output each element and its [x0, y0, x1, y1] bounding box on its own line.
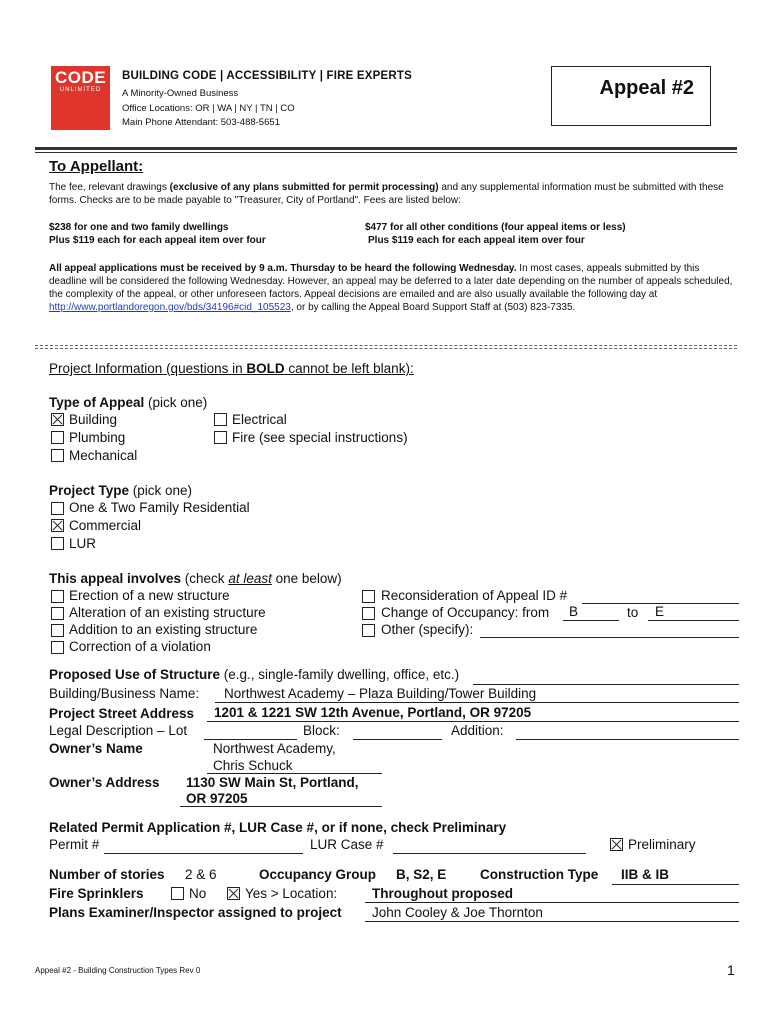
heading-part: (questions in	[162, 361, 247, 376]
sprinkler-location-field[interactable]	[365, 902, 739, 903]
checkbox-commercial[interactable]	[51, 519, 64, 532]
preliminary-label: Preliminary	[628, 837, 696, 852]
owner-name-field[interactable]	[207, 773, 382, 774]
project-type-label	[49, 483, 192, 498]
checkbox-preliminary[interactable]	[610, 838, 623, 851]
owner-name-value-2: Chris Schuck	[213, 758, 293, 773]
option-building: Building	[69, 412, 118, 427]
company-name: BUILDING CODE | ACCESSIBILITY | FIRE EXPERTS	[122, 70, 412, 82]
hint-emphasis: at least	[228, 571, 272, 586]
lot-field[interactable]	[204, 739, 297, 740]
occupancy-group-label: Occupancy Group	[259, 867, 377, 882]
block-field[interactable]	[353, 739, 442, 740]
fee-left-1: $238 for one and two family dwellings	[49, 222, 229, 233]
tagline: A Minority-Owned Business	[122, 88, 239, 99]
intro-paragraph	[49, 181, 739, 207]
checkbox-other[interactable]	[362, 624, 375, 637]
checkbox-sprinklers-no[interactable]	[171, 887, 184, 900]
checkbox-sprinklers-yes[interactable]	[227, 887, 240, 900]
other-specify-field[interactable]	[480, 637, 739, 638]
owner-address-field[interactable]	[180, 806, 382, 807]
option-plumbing: Plumbing	[69, 430, 126, 445]
checkbox-lur[interactable]	[51, 537, 64, 550]
heading-part: Project Information	[49, 361, 163, 376]
sprinklers-no-label: No	[189, 886, 207, 901]
footer-form-id: Appeal #2 - Building Construction Types Rev 0	[35, 966, 201, 975]
option-mechanical: Mechanical	[69, 448, 138, 463]
option-correction: Correction of a violation	[69, 639, 211, 654]
section-divider-2	[35, 348, 737, 349]
hint-text: (check	[181, 571, 229, 586]
main-phone: Main Phone Attendant: 503-488-5651	[122, 117, 280, 128]
related-permit-label: Related Permit Application #, LUR Case #, or if none, check Preliminary	[49, 820, 507, 835]
occupancy-to-label: to	[627, 605, 639, 620]
owner-name-value-1: Northwest Academy,	[213, 741, 336, 756]
logo-subtext: UNLIMITED	[59, 87, 102, 93]
to-appellant-heading: To Appellant:	[49, 158, 144, 175]
occupancy-group-value: B, S2, E	[396, 867, 447, 882]
company-logo	[51, 66, 110, 130]
hint-text: (e.g., single-family dwelling, office, etc.)	[220, 667, 460, 682]
hint-text: (pick one)	[129, 483, 193, 498]
deadline-text: In most cases, appeals submitted by this deadline will be considered the following Wednesday. However, an appeal may be deferred to a later date depending on the number of appeals scheduled, the complexity of the appeal, or other unforeseen factors. Appeal decisions are emailed and are also usually available the following day at	[49, 263, 733, 300]
construction-type-value: IIB & IB	[621, 867, 670, 882]
heading-part-bold: BOLD	[246, 361, 285, 376]
checkbox-building[interactable]	[51, 413, 64, 426]
building-name-value: Northwest Academy – Plaza Building/Tower Building	[224, 686, 537, 701]
checkbox-erection[interactable]	[51, 590, 64, 603]
deadline-paragraph	[49, 262, 739, 314]
option-lur: LUR	[69, 536, 97, 551]
fee-right-2: Plus $119 each for each appeal item over four	[368, 235, 585, 246]
owner-address-value-2: OR 97205	[186, 791, 248, 806]
option-reconsideration: Reconsideration of Appeal ID #	[381, 588, 568, 603]
street-address-field[interactable]	[207, 721, 739, 722]
hint-text: one below)	[271, 571, 342, 586]
plans-examiner-label: Plans Examiner/Inspector assigned to project	[49, 905, 342, 920]
owner-address-label: Owner’s Address	[49, 775, 160, 790]
option-fire: Fire (see special instructions)	[232, 430, 408, 445]
intro-text-end: and any supplemental information must be submitted with these forms. Checks are to be made payable to "Treasurer, City of Portland". Fees are listed below:	[49, 182, 724, 206]
building-name-field[interactable]	[215, 702, 739, 703]
label-text: This appeal involves	[49, 571, 182, 586]
checkbox-plumbing[interactable]	[51, 431, 64, 444]
appeal-title: Appeal #2	[599, 77, 694, 99]
checkbox-alteration[interactable]	[51, 607, 64, 620]
checkbox-fire[interactable]	[214, 431, 227, 444]
lur-case-field[interactable]	[393, 853, 586, 854]
construction-type-label: Construction Type	[480, 867, 599, 882]
logo-text: CODE	[54, 68, 107, 87]
block-label: Block:	[303, 723, 340, 738]
legal-lot-label: Legal Description – Lot	[49, 723, 188, 738]
label-text: Project Type	[49, 483, 130, 498]
fee-left-2: Plus $119 each for each appeal item over four	[49, 235, 266, 246]
appeal-decisions-link[interactable]: http://www.portlandoregon.gov/bds/34196#cid_105523	[49, 302, 291, 313]
occupancy-from-field[interactable]	[563, 620, 619, 621]
option-addition: Addition to an existing structure	[69, 622, 258, 637]
sprinklers-yes-label: Yes > Location:	[245, 886, 338, 901]
option-one-two-family: One & Two Family Residential	[69, 500, 250, 515]
stories-value: 2 & 6	[185, 867, 217, 882]
building-name-label: Building/Business Name:	[49, 686, 200, 701]
proposed-use-field[interactable]	[473, 684, 739, 685]
header-divider	[35, 147, 737, 150]
permit-number-field[interactable]	[104, 853, 303, 854]
appeal-involves-label	[49, 571, 342, 586]
construction-type-field[interactable]	[612, 884, 739, 885]
label-text: Type of Appeal	[49, 395, 145, 410]
checkbox-electrical[interactable]	[214, 413, 227, 426]
hint-text: (pick one)	[144, 395, 208, 410]
owner-name-label: Owner’s Name	[49, 741, 143, 756]
checkbox-one-two-family[interactable]	[51, 502, 64, 515]
proposed-use-label	[49, 667, 459, 682]
label-text: Proposed Use of Structure	[49, 667, 221, 682]
heading-part: cannot be left blank):	[284, 361, 414, 376]
intro-bold-text: (exclusive of any plans submitted for permit processing)	[169, 182, 439, 193]
lur-case-label: LUR Case #	[310, 837, 384, 852]
deadline-text-end: , or by calling the Appeal Board Support Staff at (503) 823-7335.	[290, 302, 576, 313]
sprinkler-location-value: Throughout proposed	[372, 886, 513, 901]
addition-label: Addition:	[451, 723, 504, 738]
option-commercial: Commercial	[69, 518, 142, 533]
option-alteration: Alteration of an existing structure	[69, 605, 266, 620]
street-address-label: Project Street Address	[49, 706, 195, 721]
project-information-heading	[49, 361, 414, 376]
deadline-bold: All appeal applications must be received by 9 a.m. Thursday to be heard the following Wednesday.	[49, 263, 517, 274]
fire-sprinklers-label: Fire Sprinklers	[49, 886, 144, 901]
permit-number-label: Permit #	[49, 837, 100, 852]
appeal-title-box	[551, 66, 711, 126]
option-erection: Erection of a new structure	[69, 588, 230, 603]
occupancy-to-value: E	[655, 604, 665, 619]
checkbox-correction[interactable]	[51, 641, 64, 654]
section-divider	[35, 345, 737, 346]
type-of-appeal-label	[49, 395, 207, 410]
intro-text: The fee, relevant drawings	[49, 182, 170, 193]
occupancy-from-value: B	[569, 604, 579, 619]
plans-examiner-value: John Cooley & Joe Thornton	[372, 905, 543, 920]
option-change-occupancy: Change of Occupancy: from	[381, 605, 550, 620]
street-address-value: 1201 & 1221 SW 12th Avenue, Portland, OR 97205	[214, 705, 532, 720]
addition-field[interactable]	[516, 739, 739, 740]
checkbox-addition[interactable]	[51, 624, 64, 637]
checkbox-reconsideration[interactable]	[362, 590, 375, 603]
page-number: 1	[727, 962, 735, 978]
header-divider-thin	[35, 152, 737, 153]
checkbox-mechanical[interactable]	[51, 449, 64, 462]
checkbox-change-occupancy[interactable]	[362, 607, 375, 620]
option-other: Other (specify):	[381, 622, 474, 637]
owner-address-value-1: 1130 SW Main St, Portland,	[186, 775, 359, 790]
plans-examiner-field[interactable]	[365, 921, 739, 922]
fee-right-1: $477 for all other conditions (four appeal items or less)	[365, 222, 626, 233]
office-locations: Office Locations: OR | WA | NY | TN | CO	[122, 103, 295, 114]
option-electrical: Electrical	[232, 412, 287, 427]
stories-label: Number of stories	[49, 867, 165, 882]
occupancy-to-field[interactable]	[648, 620, 739, 621]
